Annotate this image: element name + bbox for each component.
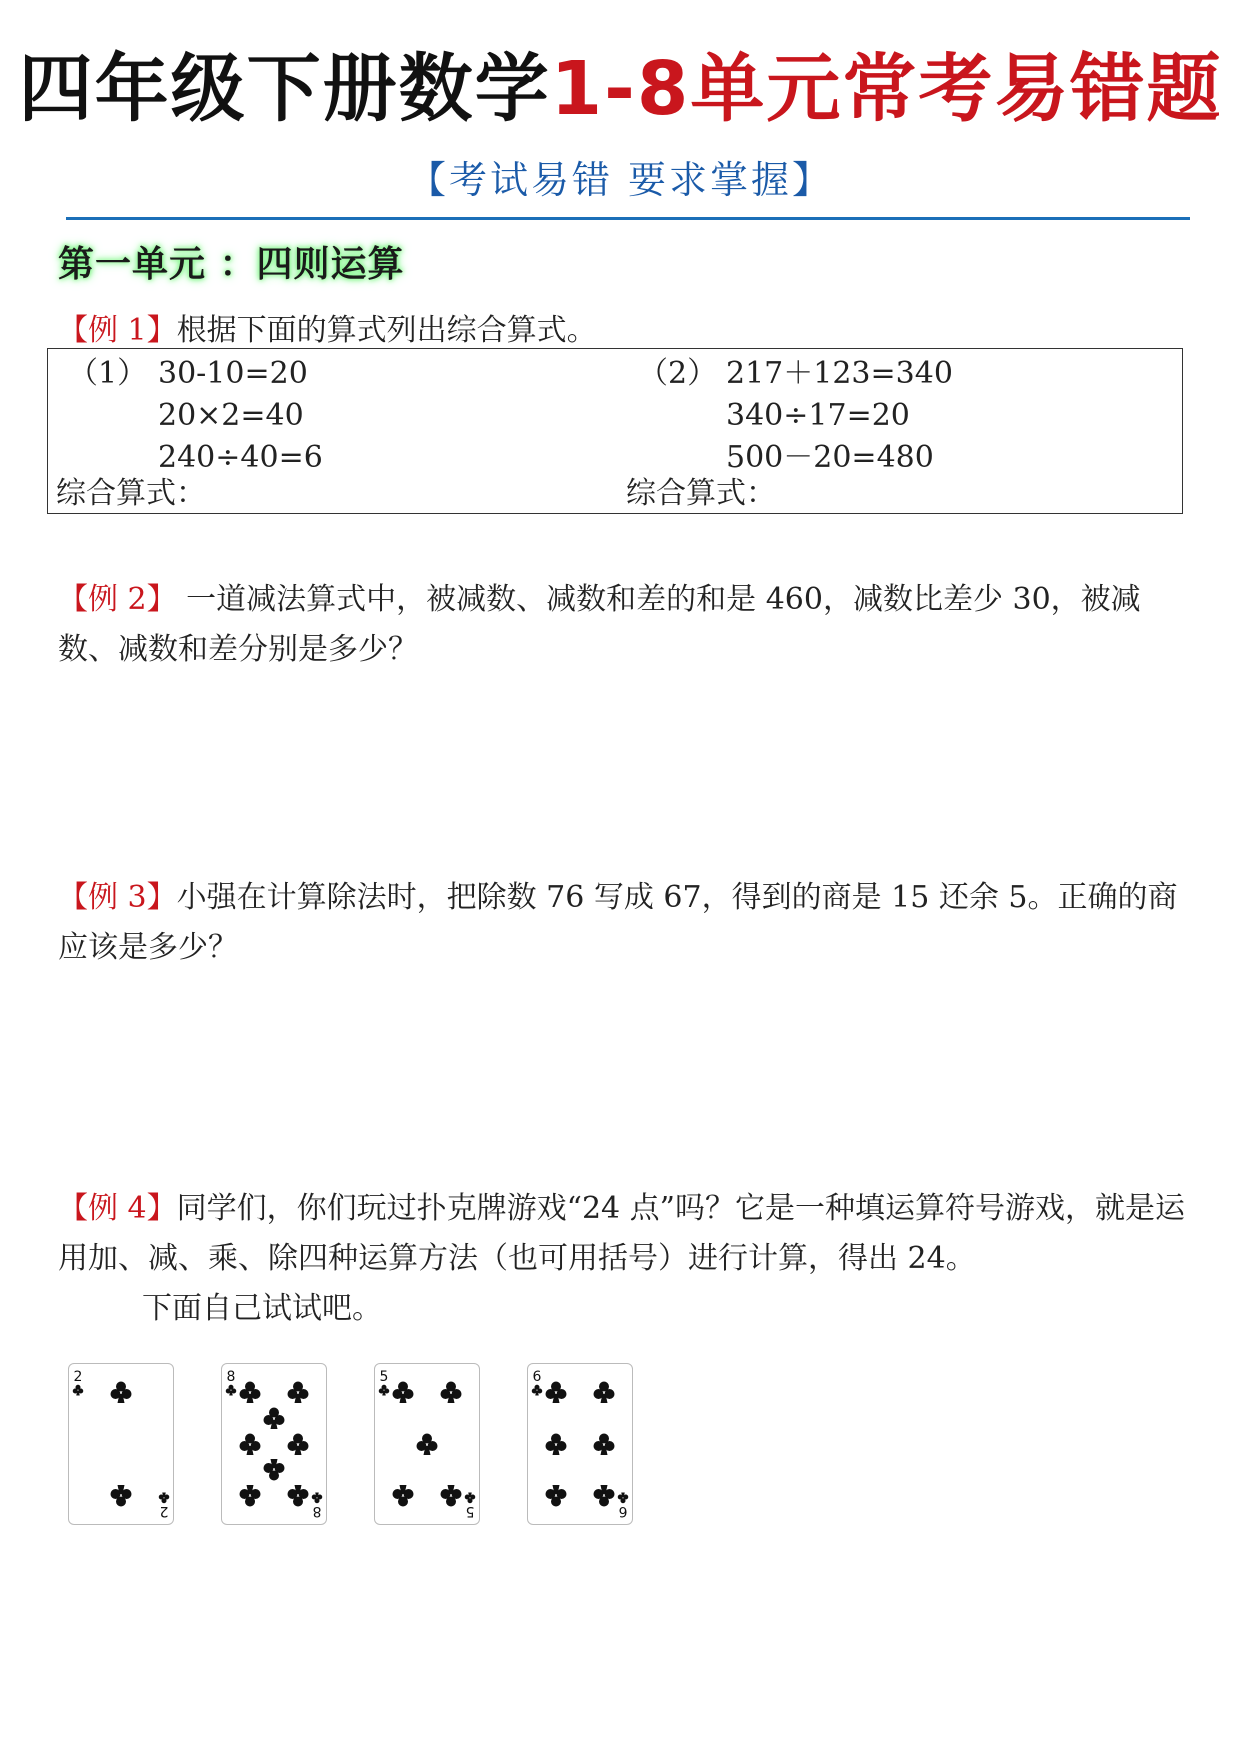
example-2-label: 【例 2】 bbox=[58, 582, 177, 617]
club-icon bbox=[441, 1382, 462, 1404]
card-face bbox=[69, 1364, 173, 1524]
page-title bbox=[0, 46, 1241, 132]
club-icon bbox=[226, 1385, 237, 1396]
box-left-line-1: 30-10=20 bbox=[158, 356, 308, 391]
club-icon bbox=[264, 1408, 285, 1430]
club-icon bbox=[288, 1434, 309, 1456]
box-right-line-1: 217＋123=340 bbox=[726, 356, 953, 391]
box-left-line-2: 20×2=40 bbox=[158, 398, 304, 433]
card-rank-label: 6 bbox=[618, 1503, 628, 1519]
example-4-label: 【例 4】 bbox=[58, 1191, 177, 1226]
playing-card-6-clubs bbox=[527, 1363, 633, 1525]
example-4-text: 同学们，你们玩过扑克牌游戏“24 点”吗？它是一种填运算符号游戏，就是运用加、减、乘、除四种运算方法（也可用括号）进行计算，得出 24。 bbox=[58, 1191, 1186, 1276]
box-left-number: （1） bbox=[68, 356, 148, 391]
card-rank-label: 8 bbox=[312, 1503, 322, 1519]
example-4 bbox=[58, 1184, 1188, 1284]
playing-card-8-clubs bbox=[221, 1363, 327, 1525]
example-4-text-2: 下面自己试试吧。 bbox=[142, 1291, 382, 1326]
title-divider bbox=[66, 217, 1190, 220]
example-3 bbox=[58, 873, 1188, 973]
club-icon bbox=[417, 1434, 438, 1456]
club-icon bbox=[546, 1434, 567, 1456]
club-icon bbox=[594, 1434, 615, 1456]
club-icon bbox=[73, 1385, 84, 1396]
page-subtitle: 【考试易错 要求掌握】 bbox=[407, 158, 834, 202]
title-part-1: 四年级下册数学 bbox=[18, 46, 551, 132]
club-icon bbox=[618, 1493, 629, 1504]
box-right-footer: 综合算式： bbox=[626, 476, 776, 511]
card-rank-label: 8 bbox=[226, 1369, 236, 1385]
club-icon bbox=[465, 1493, 476, 1504]
card-face bbox=[528, 1364, 632, 1524]
club-icon bbox=[379, 1385, 390, 1396]
playing-card-5-clubs bbox=[374, 1363, 480, 1525]
example-3-label: 【例 3】 bbox=[58, 880, 177, 915]
club-icon bbox=[312, 1493, 323, 1504]
club-icon bbox=[240, 1485, 261, 1507]
card-rank-label: 6 bbox=[532, 1369, 542, 1385]
club-icon bbox=[264, 1459, 285, 1481]
example-3-text: 小强在计算除法时，把除数 76 写成 67，得到的商是 15 还余 5。正确的商应该是多少？ bbox=[58, 880, 1178, 965]
club-icon bbox=[159, 1493, 170, 1504]
club-icon bbox=[240, 1434, 261, 1456]
card-face bbox=[375, 1364, 479, 1524]
playing-card-2-clubs bbox=[68, 1363, 174, 1525]
club-icon bbox=[393, 1382, 414, 1404]
club-icon bbox=[111, 1382, 132, 1404]
card-face bbox=[222, 1364, 326, 1524]
box-right-line-3: 500－20=480 bbox=[726, 440, 934, 475]
example-2-text: 一道减法算式中，被减数、减数和差的和是 460，减数比差少 30，被减数、减数和差分别是多少？ bbox=[58, 582, 1141, 667]
example-2 bbox=[58, 575, 1188, 675]
club-icon bbox=[546, 1485, 567, 1507]
club-icon bbox=[594, 1382, 615, 1404]
club-icon bbox=[288, 1382, 309, 1404]
club-icon bbox=[288, 1485, 309, 1507]
box-right-line-2: 340÷17=20 bbox=[726, 398, 910, 433]
card-rank-label: 2 bbox=[159, 1503, 169, 1519]
card-rank-label: 5 bbox=[379, 1369, 389, 1385]
club-icon bbox=[441, 1485, 462, 1507]
title-part-2: 1-8单元常考易错题 bbox=[550, 46, 1223, 132]
box-left-line-3: 240÷40=6 bbox=[158, 440, 323, 475]
card-rank-label: 5 bbox=[465, 1503, 475, 1519]
club-icon bbox=[111, 1485, 132, 1507]
example-1-box bbox=[47, 348, 1183, 514]
club-icon bbox=[532, 1385, 543, 1396]
box-right-number: （2） bbox=[638, 356, 718, 391]
box-left-footer: 综合算式： bbox=[56, 476, 206, 511]
club-icon bbox=[594, 1485, 615, 1507]
club-icon bbox=[546, 1382, 567, 1404]
example-1-text: 根据下面的算式列出综合算式。 bbox=[176, 313, 597, 348]
example-1-label: 【例 1】 bbox=[58, 313, 177, 348]
card-rank-label: 2 bbox=[73, 1369, 83, 1385]
unit-heading: 第一单元 ：四则运算 bbox=[58, 244, 405, 285]
club-icon bbox=[240, 1382, 261, 1404]
club-icon bbox=[393, 1485, 414, 1507]
